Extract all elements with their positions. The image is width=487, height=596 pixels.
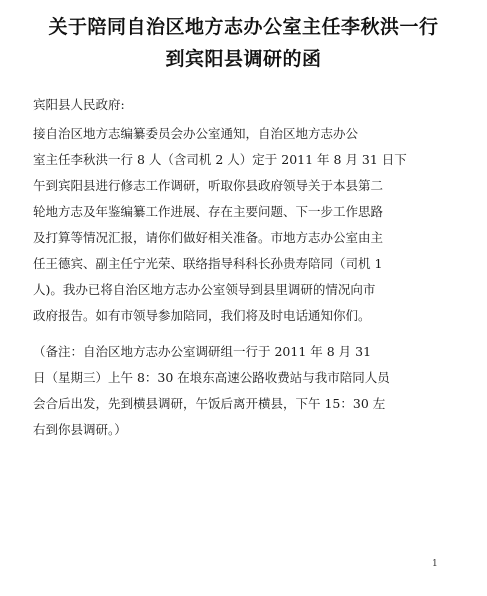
- paragraph-2-line: 会合后出发，先到横县调研，午饭后离开横县，下午 15：30 左: [33, 396, 386, 411]
- salutation: 宾阳县人民政府:: [33, 97, 125, 112]
- document-title-line-2: 到宾阳县调研的函: [165, 48, 322, 70]
- paragraph-1-line: 及打算等情况汇报，请你们做好相关准备。市地方志办公室由主: [33, 230, 384, 245]
- paragraph-1-line: 任王德宾、副主任宁光荣、联络指导科科长孙贵寿陪同（司机 1: [33, 256, 383, 271]
- paragraph-2-line: 右到你县调研。）: [33, 422, 127, 437]
- paragraph-1-line: 午到宾阳县进行修志工作调研，听取你县政府领导关于本县第二: [33, 178, 384, 193]
- paragraph-1-line: 轮地方志及年鉴编纂工作进展、存在主要问题、下一步工作思路: [33, 204, 384, 219]
- document-title-line-1: 关于陪同自治区地方志办公室主任李秋洪一行: [48, 16, 439, 38]
- paragraph-1-line: 室主任李秋洪一行 8 人（含司机 2 人）定于 2011 年 8 月 31 日下: [33, 152, 407, 167]
- paragraph-2-line: 日（星期三）上午 8：30 在埌东高速公路收费站与我市陪同人员: [33, 370, 390, 385]
- paragraph-2-line: （备注：自治区地方志办公室调研组一行于 2011 年 8 月 31: [33, 344, 372, 359]
- page-number: 1: [432, 559, 438, 569]
- paragraph-1-line: 接自治区地方志编纂委员会办公室通知，自治区地方志办公: [33, 126, 359, 141]
- paragraph-1-line: 政府报告。如有市领导参加陪同，我们将及时电话通知你们。: [33, 308, 371, 323]
- paragraph-1-line: 人)。我办已将自治区地方志办公室领导到县里调研的情况向市: [33, 282, 376, 297]
